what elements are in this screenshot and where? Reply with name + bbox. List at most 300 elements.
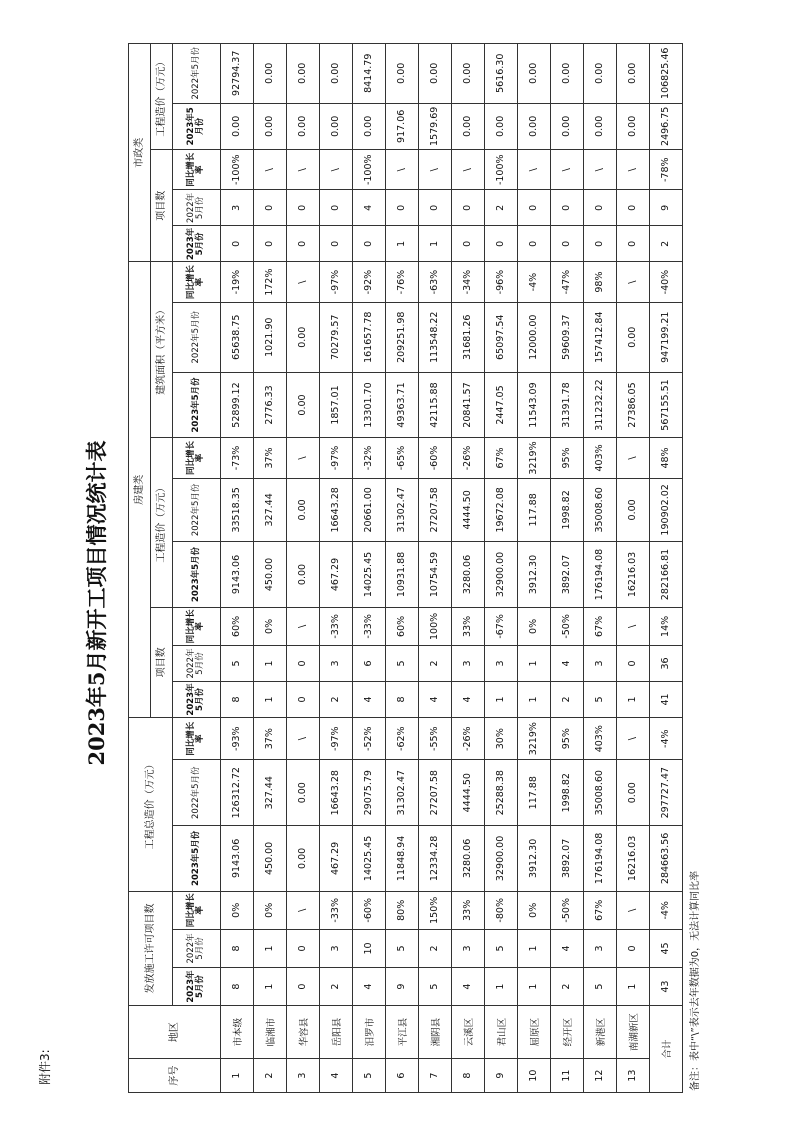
table-cell: 0.00 (616, 760, 649, 826)
table-cell: 20841.57 (451, 372, 484, 438)
table-cell: 30% (484, 718, 517, 760)
total-row (649, 44, 682, 1093)
total-cell: 567155.51 (649, 372, 682, 438)
table-cell: -67% (484, 607, 517, 645)
subheader-2022: 2022年5月份 (173, 929, 221, 967)
header-housing-count: 项目数 (151, 607, 173, 717)
cell-seq: 4 (319, 1059, 352, 1093)
header-municipal: 市政类 (129, 44, 151, 262)
table-cell: 1 (484, 968, 517, 1006)
table-cell: \ (583, 150, 616, 190)
cell-seq: 11 (550, 1059, 583, 1093)
table-cell: 209251.98 (385, 302, 418, 372)
table-cell: 0 (352, 226, 385, 262)
table-row (451, 44, 484, 1093)
table-cell: \ (616, 891, 649, 929)
total-cell: -78% (649, 150, 682, 190)
table-cell: 0.00 (385, 44, 418, 104)
table-cell: 5 (418, 968, 451, 1006)
table-cell: 0% (517, 607, 550, 645)
table-cell: 8 (220, 929, 253, 967)
table-cell: -65% (385, 438, 418, 478)
table-cell: 49363.71 (385, 372, 418, 438)
table-cell: 33% (451, 607, 484, 645)
table-cell: 2 (418, 645, 451, 681)
table-cell: 0.00 (616, 478, 649, 542)
table-cell: 60% (220, 607, 253, 645)
cell-region: 市本级 (220, 1006, 253, 1059)
cell-region: 新港区 (583, 1006, 616, 1059)
cell-seq: 3 (286, 1059, 319, 1093)
table-cell: 42115.88 (418, 372, 451, 438)
cell-region: 云溪区 (451, 1006, 484, 1059)
table-row (583, 44, 616, 1093)
cell-seq: 8 (451, 1059, 484, 1093)
table-cell: 1 (484, 681, 517, 717)
table-cell: -97% (319, 262, 352, 302)
table-cell: -93% (220, 718, 253, 760)
table-cell: 4 (550, 929, 583, 967)
table-cell: 1021.90 (253, 302, 286, 372)
cell-seq: 7 (418, 1059, 451, 1093)
subheader-2023: 2023年5月份 (173, 826, 221, 892)
table-cell: -60% (352, 891, 385, 929)
table-cell: 5 (220, 645, 253, 681)
table-cell: -100% (352, 150, 385, 190)
table-cell: -97% (319, 718, 352, 760)
table-cell: 2 (418, 929, 451, 967)
table-cell: \ (286, 438, 319, 478)
subheader-2023: 2023年5月份 (173, 542, 221, 608)
table-cell: 0 (319, 190, 352, 226)
table-cell: 3892.07 (550, 542, 583, 608)
total-cell: -4% (649, 718, 682, 760)
header-housing: 房建类 (129, 262, 151, 718)
table-cell: -73% (220, 438, 253, 478)
table-cell: -62% (385, 718, 418, 760)
table-cell: 35008.60 (583, 478, 616, 542)
table-cell: 0% (220, 891, 253, 929)
table-cell: 0 (550, 190, 583, 226)
table-cell: -80% (484, 891, 517, 929)
table-cell: \ (253, 150, 286, 190)
table-cell: 16216.03 (616, 542, 649, 608)
table-cell: 10754.59 (418, 542, 451, 608)
table-cell: 1998.82 (550, 760, 583, 826)
table-cell: 0.00 (286, 302, 319, 372)
table-cell: 0 (484, 226, 517, 262)
table-cell: 27207.58 (418, 478, 451, 542)
table-cell: 1 (253, 681, 286, 717)
table-cell: 9143.06 (220, 542, 253, 608)
table-cell: 5 (583, 681, 616, 717)
total-cell: 947199.21 (649, 302, 682, 372)
table-cell: \ (616, 438, 649, 478)
table-cell: \ (517, 150, 550, 190)
table-cell: -100% (484, 150, 517, 190)
table-cell: 172% (253, 262, 286, 302)
table-cell: 4444.50 (451, 760, 484, 826)
table-cell: 0.00 (286, 372, 319, 438)
table-cell: -50% (550, 891, 583, 929)
table-row (352, 44, 385, 1093)
table-cell: 0 (286, 929, 319, 967)
table-cell: 0 (220, 226, 253, 262)
table-cell: 3 (319, 929, 352, 967)
table-cell: 9 (385, 968, 418, 1006)
table-cell: 1 (517, 929, 550, 967)
table-cell: 14025.45 (352, 542, 385, 608)
table-cell: 4 (451, 681, 484, 717)
table-cell: 1998.82 (550, 478, 583, 542)
table-cell: 0% (253, 891, 286, 929)
cell-seq: 10 (517, 1059, 550, 1093)
table-cell: 0.00 (550, 103, 583, 150)
table-cell: 0.00 (286, 103, 319, 150)
table-cell: 16216.03 (616, 826, 649, 892)
cell-region: 临湘市 (253, 1006, 286, 1059)
table-cell: 1 (253, 645, 286, 681)
total-label: 合计 (649, 1006, 682, 1093)
table-cell: 0.00 (451, 103, 484, 150)
table-cell: 403% (583, 438, 616, 478)
cell-seq: 9 (484, 1059, 517, 1093)
table-cell: 3 (451, 645, 484, 681)
table-cell: 1 (253, 929, 286, 967)
table-cell: 4 (451, 968, 484, 1006)
table-cell: \ (616, 718, 649, 760)
table-cell: 0.00 (583, 44, 616, 104)
table-cell: 0 (583, 190, 616, 226)
table-cell: 8 (220, 681, 253, 717)
table-cell: 1 (616, 968, 649, 1006)
table-cell: \ (550, 150, 583, 190)
cell-region: 华容县 (286, 1006, 319, 1059)
table-cell: 0% (517, 891, 550, 929)
table-cell: 0.00 (517, 44, 550, 104)
table-cell: 0 (451, 226, 484, 262)
cell-region: 汨罗市 (352, 1006, 385, 1059)
table-cell: 31302.47 (385, 760, 418, 826)
table-cell: 161657.78 (352, 302, 385, 372)
table-cell: 1857.01 (319, 372, 352, 438)
cell-region: 平江县 (385, 1006, 418, 1059)
table-cell: 917.06 (385, 103, 418, 150)
total-cell: 297727.47 (649, 760, 682, 826)
table-row (616, 44, 649, 1093)
table-body (220, 44, 682, 1093)
subheader-yoy: 同比增长率 (173, 718, 221, 760)
table-cell: 95% (550, 718, 583, 760)
cell-seq: 1 (220, 1059, 253, 1093)
page-title: 2023年5月新开工项目情况统计表 (84, 440, 109, 766)
table-cell: 10931.88 (385, 542, 418, 608)
table-cell: 5616.30 (484, 44, 517, 104)
table-cell: 3912.30 (517, 826, 550, 892)
table-cell: 0 (451, 190, 484, 226)
cell-region: 屈原区 (517, 1006, 550, 1059)
table-cell: 0.00 (616, 302, 649, 372)
table-cell: -32% (352, 438, 385, 478)
table-cell: 65638.75 (220, 302, 253, 372)
header-housing-area: 建筑面积（平方米） (151, 262, 173, 438)
table-cell: 32900.00 (484, 826, 517, 892)
table-cell: 2 (550, 681, 583, 717)
total-cell: 190902.02 (649, 478, 682, 542)
table-cell: -50% (550, 607, 583, 645)
table-cell: 0 (517, 190, 550, 226)
table-cell: 0 (253, 226, 286, 262)
table-cell: 157412.84 (583, 302, 616, 372)
table-cell: \ (286, 718, 319, 760)
table-cell: 1 (616, 681, 649, 717)
table-cell: 2447.05 (484, 372, 517, 438)
table-cell: 0.00 (286, 44, 319, 104)
subheader-2023: 2023年5月份 (173, 226, 221, 262)
table-cell: 5 (385, 929, 418, 967)
total-cell: 9 (649, 190, 682, 226)
table-cell: 327.44 (253, 760, 286, 826)
table-cell: 2 (319, 681, 352, 717)
table-cell: 37% (253, 438, 286, 478)
table-cell: 100% (418, 607, 451, 645)
table-cell: 0.00 (484, 103, 517, 150)
header-permit-count: 发放施工许可项目数 (129, 891, 173, 1005)
table-cell: 0 (385, 190, 418, 226)
table-cell: 0% (253, 607, 286, 645)
cell-seq: 5 (352, 1059, 385, 1093)
table-cell: \ (319, 150, 352, 190)
table-cell: 80% (385, 891, 418, 929)
subheader-2022: 2022年5月份 (173, 190, 221, 226)
table-cell: 117.88 (517, 760, 550, 826)
table-cell: -60% (418, 438, 451, 478)
table-cell: 0.00 (616, 44, 649, 104)
table-cell: 4 (550, 645, 583, 681)
table-cell: 98% (583, 262, 616, 302)
table-cell: 8 (220, 968, 253, 1006)
table-cell: -34% (451, 262, 484, 302)
table-cell: -33% (319, 607, 352, 645)
total-cell: 14% (649, 607, 682, 645)
header-total-cost: 工程总造价（万元） (129, 718, 173, 892)
attachment-label: 附件3: (38, 1049, 52, 1085)
table-cell: 1 (253, 968, 286, 1006)
table-cell: 4444.50 (451, 478, 484, 542)
table-cell: 1 (517, 681, 550, 717)
header-seq: 序号 (129, 1059, 221, 1093)
subheader-yoy: 同比增长率 (173, 607, 221, 645)
table-cell: -63% (418, 262, 451, 302)
table-cell: 0 (517, 226, 550, 262)
table-cell: 3 (583, 929, 616, 967)
table-cell: 0.00 (253, 103, 286, 150)
table-cell: 33518.35 (220, 478, 253, 542)
table-cell: \ (385, 150, 418, 190)
table-row (319, 44, 352, 1093)
table-cell: 25288.38 (484, 760, 517, 826)
table-cell: 0 (253, 190, 286, 226)
table-row (550, 44, 583, 1093)
table-cell: 35008.60 (583, 760, 616, 826)
cell-seq: 13 (616, 1059, 649, 1093)
table-cell: 4 (352, 190, 385, 226)
total-cell: -4% (649, 891, 682, 929)
table-cell: \ (616, 607, 649, 645)
table-cell: -100% (220, 150, 253, 190)
table-cell: -33% (352, 607, 385, 645)
table-cell: \ (418, 150, 451, 190)
total-cell: 282166.81 (649, 542, 682, 608)
table-cell: 450.00 (253, 826, 286, 892)
header-municipal-count: 项目数 (151, 150, 173, 262)
table-cell: 3280.06 (451, 542, 484, 608)
table-cell: 70279.57 (319, 302, 352, 372)
table-cell: 0 (550, 226, 583, 262)
table-cell: 19672.08 (484, 478, 517, 542)
table-cell: 467.29 (319, 826, 352, 892)
table-cell: 0.00 (451, 44, 484, 104)
table-cell: 1 (385, 226, 418, 262)
subheader-yoy: 同比增长率 (173, 262, 221, 302)
table-cell: 31391.78 (550, 372, 583, 438)
table-cell: 3 (319, 645, 352, 681)
table-cell: -76% (385, 262, 418, 302)
subheader-2023: 2023年5月份 (173, 681, 221, 717)
table-cell: 33% (451, 891, 484, 929)
table-cell: 176194.08 (583, 826, 616, 892)
total-cell: 2 (649, 226, 682, 262)
table-cell: 0 (286, 645, 319, 681)
cell-region: 君山区 (484, 1006, 517, 1059)
table-cell: 117.88 (517, 478, 550, 542)
table-cell: 12000.00 (517, 302, 550, 372)
table-cell: 2776.33 (253, 372, 286, 438)
table-cell: 92794.37 (220, 44, 253, 104)
total-cell: 106825.46 (649, 44, 682, 104)
table-cell: 0 (286, 226, 319, 262)
table-cell: 311232.22 (583, 372, 616, 438)
table-cell: 65097.54 (484, 302, 517, 372)
subheader-yoy: 同比增长率 (173, 891, 221, 929)
subheader-2022: 2022年5月份 (173, 478, 221, 542)
subheader-2022: 2022年5月份 (173, 302, 221, 372)
table-cell: 0.00 (352, 103, 385, 150)
table-row (418, 44, 451, 1093)
table-cell: 0.00 (286, 542, 319, 608)
cell-seq: 6 (385, 1059, 418, 1093)
table-cell: \ (286, 150, 319, 190)
table-cell: -47% (550, 262, 583, 302)
table-cell: 150% (418, 891, 451, 929)
table-cell: 12334.28 (418, 826, 451, 892)
table-cell: 11543.09 (517, 372, 550, 438)
table-cell: 31302.47 (385, 478, 418, 542)
total-cell: 41 (649, 681, 682, 717)
header-region: 地区 (129, 1006, 221, 1059)
table-cell: 5 (484, 929, 517, 967)
table-cell: 16643.28 (319, 760, 352, 826)
table-cell: 126312.72 (220, 760, 253, 826)
table-cell: 0.00 (253, 44, 286, 104)
table-cell: -4% (517, 262, 550, 302)
table-cell: 4 (352, 968, 385, 1006)
table-cell: 2 (484, 190, 517, 226)
table-cell: 0 (286, 190, 319, 226)
table-cell: 5 (385, 645, 418, 681)
table-cell: 3892.07 (550, 826, 583, 892)
table-cell: 52899.12 (220, 372, 253, 438)
table-cell: 1 (517, 968, 550, 1006)
table-cell: 3 (583, 645, 616, 681)
table-cell: 4 (418, 681, 451, 717)
table-cell: 0 (616, 929, 649, 967)
table-cell: 1 (517, 645, 550, 681)
table-cell: 37% (253, 718, 286, 760)
table-cell: 0 (583, 226, 616, 262)
subheader-2022: 2022年5月份 (173, 760, 221, 826)
table-cell: 0.00 (286, 760, 319, 826)
table-cell: 2 (319, 968, 352, 1006)
table-cell: 10 (352, 929, 385, 967)
table-row (286, 44, 319, 1093)
table-cell: 3 (451, 929, 484, 967)
table-cell: 0.00 (616, 103, 649, 150)
total-cell: 45 (649, 929, 682, 967)
table-cell: 3912.30 (517, 542, 550, 608)
table-cell: 176194.08 (583, 542, 616, 608)
table-row (220, 44, 253, 1093)
table-cell: 14025.45 (352, 826, 385, 892)
subheader-2022: 2022年5月份 (173, 44, 221, 104)
subheader-2022: 2022年5月份 (173, 645, 221, 681)
table-cell: 0.00 (319, 103, 352, 150)
table-cell: 450.00 (253, 542, 286, 608)
header-municipal-cost: 工程造价（万元） (151, 44, 173, 150)
subheader-yoy: 同比增长率 (173, 438, 221, 478)
table-cell: 8 (385, 681, 418, 717)
table-cell: -52% (352, 718, 385, 760)
cell-seq: 2 (253, 1059, 286, 1093)
footnote: 备注：表中“\”表示去年数据为0，无法计算同比率 (689, 870, 701, 1091)
total-cell: 284663.56 (649, 826, 682, 892)
statistics-table-container (128, 43, 774, 1093)
header-housing-cost: 工程造价（万元） (151, 438, 173, 607)
table-cell: 0.00 (220, 103, 253, 150)
table-cell: 1579.69 (418, 103, 451, 150)
table-cell: 67% (583, 891, 616, 929)
total-cell: -40% (649, 262, 682, 302)
table-cell: 5 (583, 968, 616, 1006)
table-cell: \ (286, 891, 319, 929)
table-cell: 6 (352, 645, 385, 681)
table-row (484, 44, 517, 1093)
table-cell: 0 (286, 681, 319, 717)
table-row (385, 44, 418, 1093)
table-cell: -97% (319, 438, 352, 478)
table-row (517, 44, 550, 1093)
table-cell: 0 (616, 645, 649, 681)
table-cell: 0.00 (550, 44, 583, 104)
table-cell: -19% (220, 262, 253, 302)
table-cell: -96% (484, 262, 517, 302)
table-cell: 9143.06 (220, 826, 253, 892)
table-cell: -26% (451, 438, 484, 478)
table-cell: 27386.05 (616, 372, 649, 438)
cell-region: 经开区 (550, 1006, 583, 1059)
table-cell: 3 (220, 190, 253, 226)
table-cell: 27207.58 (418, 760, 451, 826)
